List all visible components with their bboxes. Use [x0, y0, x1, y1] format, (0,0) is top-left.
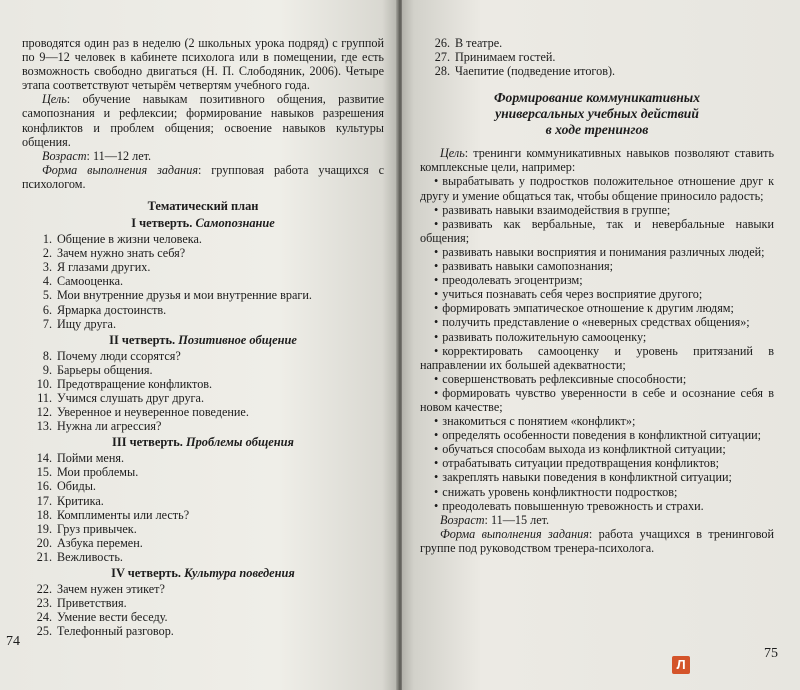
plan-item-text: Мои внутренние друзья и мои внутренние враги.: [57, 288, 312, 303]
form-label-right: Форма выполнения задания: [440, 526, 589, 541]
goals-bullet-list: [420, 174, 774, 512]
plan-item: [32, 405, 384, 419]
goal-bullet: [420, 203, 774, 217]
goal-bullet-text: формировать эмпатическое отношение к другим людям;: [442, 301, 734, 316]
quarter-heading: [22, 333, 384, 348]
quarter-prefix: I четверть.: [131, 216, 193, 231]
age-label: Возраст: [42, 148, 87, 163]
plan-item-number: 25.: [36, 624, 52, 639]
plan-item-number: 16.: [36, 479, 52, 494]
plan-item-text: Ярмарка достоинств.: [57, 302, 167, 317]
page-number-left: 74: [6, 634, 20, 649]
age-text: : 11—12 лет.: [86, 148, 152, 163]
publisher-logo-icon: Л: [672, 656, 690, 674]
plan-item-text: Телефонный разговор.: [57, 624, 174, 639]
plan-item-number: 12.: [36, 405, 52, 420]
goal-bullet-text: закреплять навыки поведения в конфликтной ситуации;: [442, 470, 732, 485]
left-page: [0, 0, 398, 690]
bullet-icon: •: [434, 329, 439, 344]
bullet-icon: •: [434, 244, 439, 259]
bullet-icon: •: [434, 301, 439, 316]
plan-item-number: 17.: [36, 493, 52, 508]
goal-bullet-text: преодолевать повышенную тревожность и страхи.: [442, 498, 704, 513]
bullet-icon: •: [434, 484, 439, 499]
plan-item-number: 9.: [42, 362, 52, 377]
thematic-plan: [22, 216, 384, 638]
plan-item: [32, 419, 384, 433]
plan-item: [32, 522, 384, 536]
form-label: Форма выполнения задания: [42, 162, 198, 177]
quarter-heading: [22, 435, 384, 450]
goal-bullet-text: снижать уровень конфликтности подростков;: [442, 484, 678, 499]
plan-item: [430, 64, 774, 78]
quarter-list: [22, 349, 384, 434]
form-paragraph: [22, 163, 384, 191]
quarter-name: Самопознание: [195, 216, 275, 231]
plan-item-number: 19.: [36, 521, 52, 536]
plan-item: [32, 610, 384, 624]
plan-item-text: Комплименты или лесть?: [57, 507, 190, 522]
goal-bullet: [420, 470, 774, 484]
plan-item-text: Азбука перемен.: [57, 535, 143, 550]
goal-bullet: [420, 287, 774, 301]
plan-title: Тематический план: [147, 199, 259, 214]
plan-item: [32, 317, 384, 331]
bullet-icon: •: [434, 428, 439, 443]
goal-bullet-text: формировать чувство уверенности в себе и осознание себя в новом качестве;: [420, 385, 774, 414]
plan-item-text: Пойми меня.: [57, 451, 124, 466]
plan-item-number: 10.: [36, 376, 52, 391]
plan-item: [32, 582, 384, 596]
form-text: : групповая работа учащихся с психологом.: [22, 162, 384, 191]
plan-item-text: Зачем нужен этикет?: [57, 582, 165, 596]
plan-item-text: Приветствия.: [57, 596, 127, 611]
plan-item: [32, 391, 384, 405]
plan-item-text: Общение в жизни человека.: [57, 232, 202, 247]
quarter-list: [22, 232, 384, 331]
goal-bullet: [420, 456, 774, 470]
plan-item: [32, 451, 384, 465]
plan-item: [32, 479, 384, 493]
plan-item-text: Критика.: [57, 493, 104, 508]
goal-label: Цель: [42, 92, 67, 107]
plan-item: [430, 50, 774, 64]
plan-item: [32, 550, 384, 564]
goal-bullet-text: развивать навыки самопознания;: [442, 259, 614, 274]
plan-item-text: Самооценка.: [57, 274, 124, 289]
goal-bullet: [420, 273, 774, 287]
plan-item: [32, 494, 384, 508]
goal-text: : обучение навыкам позитивного общения, развитие самопознания и рефлексии; формирование навыков разрешения конфликтов и проблем общения; освоение навыков культуры общения.: [22, 92, 384, 149]
goal-bullet: [420, 174, 774, 202]
bullet-icon: •: [434, 273, 439, 288]
bullet-icon: •: [434, 216, 439, 231]
plan-item-number: 23.: [36, 596, 52, 611]
quarter-list: [22, 582, 384, 638]
plan-item-text: Обиды.: [57, 479, 96, 494]
goal-bullet: [420, 372, 774, 386]
plan-item-text: Я глазами других.: [57, 260, 151, 275]
plan-item-number: 18.: [36, 507, 52, 522]
bullet-icon: •: [434, 414, 439, 429]
quarter-name: Позитивное общение: [178, 332, 297, 347]
bullet-icon: •: [434, 470, 439, 485]
age-label-right: Возраст: [440, 512, 485, 527]
bullet-icon: •: [434, 315, 439, 330]
plan-item-number: 20.: [36, 535, 52, 550]
goal-bullet-text: совершенствовать рефлексивные способности;: [442, 371, 687, 386]
goal-bullet: [420, 428, 774, 442]
plan-item: [32, 288, 384, 302]
plan-item-number: 7.: [42, 316, 52, 331]
goal-text-right: : тренинги коммуникативных навыков позволяют ставить комплексные цели, например:: [420, 146, 774, 175]
quarter-name: Культура поведения: [184, 566, 295, 580]
plan-item-number: 24.: [36, 610, 52, 625]
bullet-icon: •: [434, 385, 439, 400]
plan-item: [32, 624, 384, 638]
plan-item-number: 22.: [36, 582, 52, 596]
plan-item-number: 15.: [36, 465, 52, 480]
quarter-list: [22, 451, 384, 564]
plan-item-number: 11.: [37, 390, 52, 405]
goal-bullet-text: развивать навыки восприятия и понимания различных людей;: [442, 244, 765, 259]
section-heading: [420, 90, 774, 138]
heading-line: Формирование коммуникативных: [493, 90, 700, 106]
quarter-heading: [22, 566, 384, 581]
intro-paragraph: проводятся один раз в неделю (2 школьных урока подряд) с группой по 9—12 человек в кабинете психолога или в помещении, где есть возможность свободно двигаться (Н. П. Слободяник, 2006). Четыре этапа соответствуют четырём четвертям учебного года.: [22, 36, 384, 93]
quarter-name: Проблемы общения: [185, 435, 294, 450]
plan-item-text: Груз привычек.: [57, 521, 137, 536]
continued-list: [420, 36, 774, 78]
goal-bullet: [420, 386, 774, 414]
plan-item-text: Ищу друга.: [57, 316, 117, 331]
goal-bullet: [420, 301, 774, 315]
plan-item-text: Барьеры общения.: [57, 362, 153, 377]
goal-bullet-text: получить представление о «неверных средствах общения»;: [442, 315, 750, 330]
plan-item-number: 5.: [42, 288, 52, 303]
plan-item-number: 3.: [42, 260, 52, 275]
heading-line: универсальных учебных действий: [495, 106, 699, 122]
age-text-right: : 11—15 лет.: [484, 512, 550, 527]
goal-bullet-text: учиться познавать себя через восприятие другого;: [442, 287, 703, 302]
plan-item: [32, 303, 384, 317]
bullet-icon: •: [434, 174, 439, 189]
goal-bullet: [420, 217, 774, 245]
goal-paragraph-right: [420, 146, 774, 174]
bullet-icon: •: [434, 442, 439, 457]
plan-item-text: Предотвращение конфликтов.: [57, 376, 213, 391]
plan-item-number: 27.: [434, 50, 450, 65]
bullet-icon: •: [434, 456, 439, 471]
plan-item-number: 2.: [42, 246, 52, 261]
page-number-right: 75: [764, 646, 778, 661]
plan-item-number: 4.: [42, 274, 52, 289]
goal-bullet: [420, 245, 774, 259]
goal-bullet: [420, 485, 774, 499]
plan-item: [32, 377, 384, 391]
plan-item-number: 6.: [42, 302, 52, 317]
goal-bullet-text: корректировать самооценку и уровень притязаний в направлении их большей адекватности;: [420, 343, 774, 372]
plan-item-number: 21.: [36, 549, 52, 564]
right-page: [402, 0, 800, 690]
plan-item: [32, 349, 384, 363]
goal-bullet: [420, 499, 774, 513]
plan-item-text: Нужна ли агрессия?: [57, 419, 162, 434]
plan-item-number: 28.: [434, 64, 450, 79]
goal-bullet-text: развивать положительную самооценку;: [442, 329, 647, 344]
bullet-icon: •: [434, 287, 439, 302]
goal-bullet-text: вырабатывать у подростков положительное отношение друг к другу и умение общаться так, чтобы общение приносило радость;: [420, 174, 774, 203]
plan-item: [32, 536, 384, 550]
plan-item-text: Уверенное и неуверенное поведение.: [57, 405, 249, 420]
form-paragraph-right: [420, 527, 774, 555]
plan-item-text: В театре.: [455, 36, 503, 50]
plan-item-text: Почему люди ссорятся?: [57, 348, 181, 363]
goal-bullet-text: знакомиться с понятием «конфликт»;: [442, 414, 636, 429]
plan-item: [32, 508, 384, 522]
goal-bullet-text: отрабатывать ситуации предотвращения конфликтов;: [442, 456, 720, 471]
plan-item: [430, 36, 774, 50]
goal-label-right: Цель: [440, 146, 465, 161]
age-paragraph-right: [420, 513, 774, 527]
plan-item: [32, 246, 384, 260]
plan-item: [32, 363, 384, 377]
plan-item-number: 8.: [42, 348, 52, 363]
goal-bullet-text: обучаться способам выхода из конфликтной ситуации;: [442, 442, 726, 457]
plan-item-text: Мои проблемы.: [57, 465, 139, 480]
goal-bullet: [420, 414, 774, 428]
goal-bullet: [420, 259, 774, 273]
goal-bullet-text: развивать как вербальные, так и невербальные навыки общения;: [420, 216, 774, 245]
goal-bullet-text: развивать навыки взаимодействия в группе;: [442, 202, 671, 217]
plan-item-number: 13.: [36, 419, 52, 434]
plan-item-text: Умение вести беседу.: [57, 610, 168, 625]
goal-bullet-text: преодолевать эгоцентризм;: [442, 273, 583, 288]
form-text-right: : работа учащихся в тренинговой группе под руководством тренера-психолога.: [420, 526, 774, 555]
plan-item-text: Чаепитие (подведение итогов).: [455, 64, 616, 79]
plan-item-number: 1.: [42, 232, 52, 247]
bullet-icon: •: [434, 259, 439, 274]
plan-item-text: Принимаем гостей.: [455, 50, 556, 65]
goal-paragraph: [22, 92, 384, 148]
plan-item-text: Учимся слушать друг друга.: [57, 390, 205, 405]
goal-bullet: [420, 330, 774, 344]
plan-item-text: Зачем нужно знать себя?: [57, 246, 186, 261]
plan-item: [32, 232, 384, 246]
plan-item-number: 26.: [434, 36, 450, 50]
plan-item: [32, 274, 384, 288]
age-paragraph: [22, 149, 384, 163]
plan-item: [32, 596, 384, 610]
quarter-prefix: III четверть.: [112, 435, 183, 450]
heading-line: в ходе тренингов: [545, 122, 649, 138]
bullet-icon: •: [434, 202, 439, 217]
quarter-prefix: II четверть.: [109, 332, 176, 347]
quarter-prefix: IV четверть.: [111, 566, 182, 580]
goal-bullet-text: определять особенности поведения в конфликтной ситуации;: [442, 428, 761, 443]
goal-bullet: [420, 344, 774, 372]
plan-item: [32, 260, 384, 274]
bullet-icon: •: [434, 371, 439, 386]
goal-bullet: [420, 442, 774, 456]
plan-item-text: Вежливость.: [57, 549, 123, 564]
plan-item: [32, 465, 384, 479]
bullet-icon: •: [434, 343, 439, 358]
goal-bullet: [420, 315, 774, 329]
bullet-icon: •: [434, 498, 439, 513]
quarter-heading: [22, 216, 384, 231]
plan-item-number: 14.: [36, 451, 52, 466]
